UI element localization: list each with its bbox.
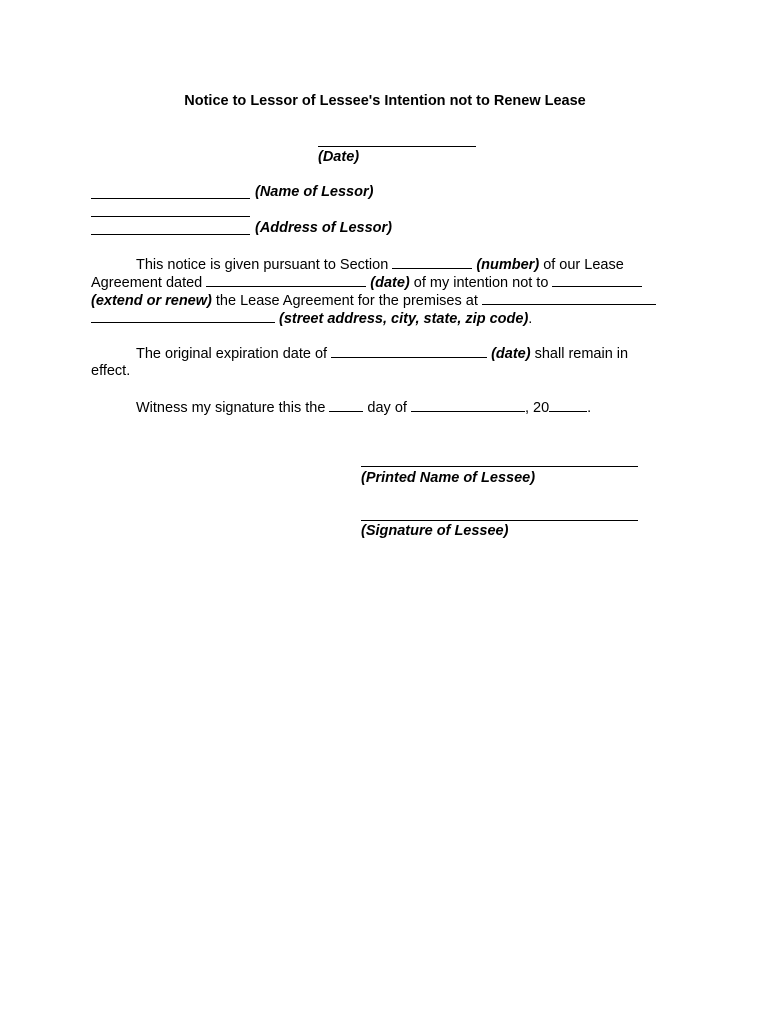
year-prefix: 20: [533, 400, 550, 416]
para1-line1-pre: This notice is given pursuant to Section: [136, 257, 389, 273]
section-number-blank[interactable]: [392, 255, 472, 269]
street-address-label: (street address, city, state, zip code): [279, 311, 529, 327]
witness-end: .: [587, 400, 592, 416]
premises-blank-2[interactable]: [91, 309, 275, 323]
signature-line[interactable]: [361, 520, 638, 521]
extend-renew-blank[interactable]: [552, 273, 642, 287]
year-blank[interactable]: [549, 398, 587, 412]
extend-renew-label: (extend or renew): [91, 293, 212, 309]
witness-pre: Witness my signature this the: [136, 400, 326, 416]
lessor-address-line-1[interactable]: [91, 216, 250, 217]
para1-line1: [136, 255, 624, 274]
para1-line2: [91, 273, 646, 292]
printed-name-line[interactable]: [361, 466, 638, 467]
para1-line4: [91, 309, 532, 328]
para2-line1-pre: The original expiration date of: [136, 346, 328, 362]
document-title: Notice to Lessor of Lessee's Intention not to Renew Lease: [184, 93, 586, 109]
witness-comma: ,: [524, 400, 529, 416]
date-label: (Date): [318, 149, 360, 165]
lessor-address-label: (Address of Lessor): [255, 220, 392, 236]
printed-name-label: (Printed Name of Lessee): [361, 470, 536, 486]
lessor-name-line[interactable]: [91, 198, 250, 199]
month-blank[interactable]: [411, 398, 525, 412]
number-label: (number): [476, 257, 540, 273]
expiration-date-blank[interactable]: [331, 344, 487, 358]
para1-line1-post: of our Lease: [543, 257, 624, 273]
premises-blank[interactable]: [482, 291, 656, 305]
lessor-address-line-2[interactable]: [91, 234, 250, 235]
para2-line2: effect.: [91, 363, 131, 379]
para3-line: [136, 398, 591, 417]
para1-line3-post: the Lease Agreement for the premises at: [215, 293, 478, 309]
expiration-date-label: (date): [491, 346, 531, 362]
para1-line3: [91, 291, 660, 310]
para1-line2-post: of my intention not to: [413, 275, 549, 291]
lessor-name-label: (Name of Lessor): [255, 184, 374, 200]
day-of-text: day of: [367, 400, 407, 416]
agreement-date-blank[interactable]: [206, 273, 366, 287]
agreement-date-label: (date): [370, 275, 410, 291]
day-blank[interactable]: [329, 398, 363, 412]
signature-label: (Signature of Lessee): [361, 523, 509, 539]
para2-line1-post: shall remain in: [534, 346, 629, 362]
date-line[interactable]: [318, 146, 476, 147]
para1-line4-end: .: [528, 311, 533, 327]
para1-line2-pre: Agreement dated: [91, 275, 203, 291]
para2-line1: [136, 344, 628, 363]
